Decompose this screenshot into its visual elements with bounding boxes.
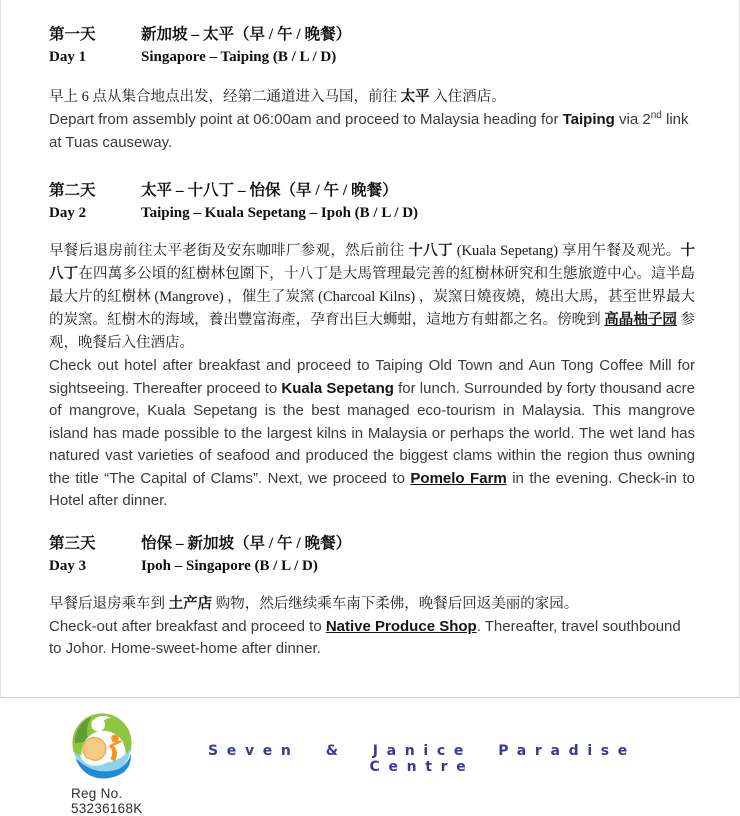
globe-sun-wave-logo-icon [63, 708, 141, 784]
day1-route-cn: 新加坡 – 太平（早 / 午 / 晚餐） [141, 26, 352, 43]
day3-section [49, 532, 695, 661]
day3-paragraph-cn: 早餐后退房乘车到 土产店 购物，然后继续乘车南下柔佛，晚餐后回返美丽的家园。 [49, 595, 579, 612]
footer [49, 708, 695, 816]
day1-route-en: Singapore – Taiping (B / L / D) [141, 49, 337, 65]
day2-paragraph-en: Check out hotel after breakfast and proceed to Taiping Old Town and Aun Tong Coffee Mill for sightseeing. Thereafter proceed to Kuala Sepetang for lunch. Surrounded by forty thousand acre of mangrove, Kuala Sepetang is the best managed eco-tourism in Malaysia. This mangrove island has made possible to the largest kilns in Malaysia or perhaps the world. The wet land has natured vast varieties of seafood and produced the biggest clams within the region thus owning the title “The Capital of Clams”. Next, we proceed to Pomelo Farm in the evening. Check-in to Hotel after dinner. [49, 357, 696, 509]
day1-header [49, 23, 695, 69]
day1-label-en: Day 1 [49, 49, 87, 65]
registration-number: Reg No. 53236168K [71, 785, 143, 816]
day1-paragraph-en: Depart from assembly point at 06:00am and proceed to Malaysia heading for Taiping via 2nd link at Tuas causeway. [49, 110, 689, 151]
day2-route-en: Taiping – Kuala Sepetang – Ipoh (B / L / D) [141, 205, 419, 221]
day1-label-cn: 第一天 [49, 26, 96, 43]
day3-route-en: Ipoh – Singapore (B / L / D) [141, 557, 318, 574]
company-name: Seven & Janice Paradise Centre [208, 742, 636, 775]
day1-paragraph-cn: 早上 6 点从集合地点出发，经第二通道进入马国，前往 太平 入住酒店。 [49, 89, 506, 105]
company-logo [63, 708, 149, 816]
day2-paragraph-cn: 早餐后退房前往太平老街及安东咖啡厂参观，然后前往 十八丁 (Kuala Sepetang) 享用午餐及观光。十八丁在四萬多公頃的紅樹林包圍下，十八丁是大馬管理最完善的紅樹林研究和生態旅遊中心。這半島最大片的紅樹林 (Mangrove) ，催生了炭窯 (Charcoal Kilns) ，炭窯日燒夜燒，燒出大馬，甚至世界最大的炭窯。紅樹木的海域，養出豐富海產，孕育出巨大蛳蚶，這地方有蚶都之名。傍晚到 高晶柚子园 参观，晚餐后入住酒店。 [49, 243, 696, 351]
day1-section [49, 23, 695, 154]
day2-route-cn: 太平 – 十八丁 – 怡保（早 / 午 / 晚餐） [141, 182, 398, 199]
day2-label-en: Day 2 [49, 205, 87, 221]
day2-section [49, 179, 695, 513]
day3-label-cn: 第三天 [49, 534, 96, 552]
day3-paragraph-en: Check-out after breakfast and proceed to Native Produce Shop. Thereafter, travel southbound to Johor. Home-sweet-home after dinner. [49, 617, 681, 657]
day3-route-cn: 怡保 – 新加坡（早 / 午 / 晚餐） [141, 534, 352, 552]
day2-label-cn: 第二天 [49, 182, 96, 199]
day3-header [49, 532, 695, 578]
day2-header [49, 179, 695, 225]
day3-label-en: Day 3 [49, 557, 87, 574]
